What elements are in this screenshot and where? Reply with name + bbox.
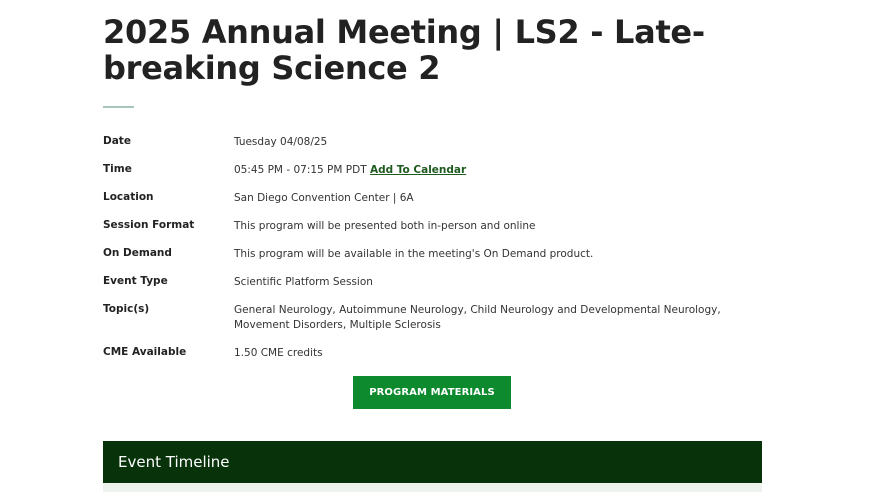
detail-label: Time <box>103 163 132 175</box>
detail-value: 1.50 CME credits <box>234 347 323 359</box>
title-divider <box>103 106 134 108</box>
detail-label: CME Available <box>103 346 187 358</box>
detail-label: Date <box>103 135 131 147</box>
detail-value-time <box>234 163 762 178</box>
event-timeline-title: Event Timeline <box>118 453 230 471</box>
detail-label: Location <box>103 191 154 203</box>
event-timeline-header[interactable] <box>103 441 762 483</box>
detail-value: This program will be presented both in-person and online <box>234 220 536 232</box>
detail-value: General Neurology, Autoimmune Neurology, Child Neurology and Developmental Neurology, Movement Disorders, Multiple Sclerosis <box>234 304 721 331</box>
detail-label: Event Type <box>103 275 168 287</box>
detail-label: Session Format <box>103 219 195 231</box>
detail-value: Tuesday 04/08/25 <box>234 136 328 148</box>
detail-label: On Demand <box>103 247 172 259</box>
page-title: 2025 Annual Meeting | LS2 - Late-breaking Science 2 <box>103 13 705 87</box>
detail-label: Topic(s) <box>103 303 150 315</box>
add-to-calendar-link[interactable]: Add To Calendar <box>369 164 467 176</box>
detail-value: This program will be available in the meeting's On Demand product. <box>234 248 594 260</box>
detail-value: Scientific Platform Session <box>234 276 373 288</box>
time-range: 05:45 PM - 07:15 PM PDT <box>234 164 367 176</box>
event-timeline-body <box>103 483 762 492</box>
program-materials-button[interactable]: PROGRAM MATERIALS <box>353 376 511 409</box>
detail-value: San Diego Convention Center | 6A <box>234 192 414 204</box>
